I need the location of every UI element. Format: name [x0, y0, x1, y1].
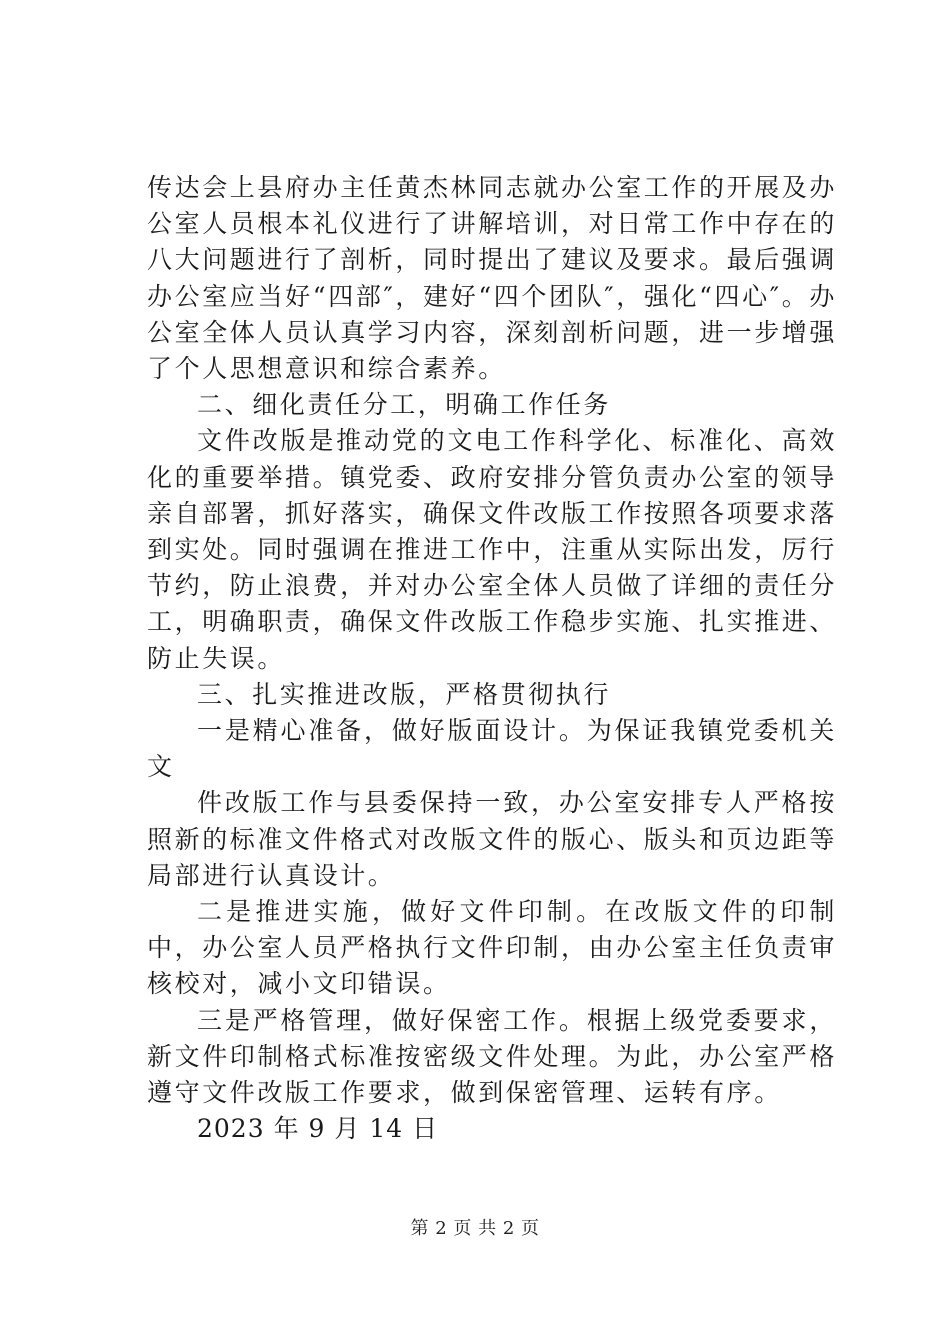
paragraph-item-3: 三是严格管理，做好保密工作。根据上级党委要求，新文件印制格式标准按密级文件处理。为此，办公室严格遵守文件改版工作要求，做到保密管理、运转有序。: [147, 1005, 838, 1108]
paragraph-summary: 传达会上县府办主任黄杰林同志就办公室工作的开展及办公室人员根本礼仪进行了讲解培训，对日常工作中存在的八大问题进行了剖析，同时提出了建议及要求。最后强调办公室应当好“四部″，建好“四个团队″，强化“四心″。办公室全体人员认真学习内容，深刻剖析问题，进一步增强了个人思想意识和综合素养。: [147, 173, 838, 384]
page-footer: [0, 1214, 950, 1240]
paragraph-item-1-lead: 一是精心准备，做好版面设计。为保证我镇党委机关文: [147, 716, 837, 782]
document-body: [147, 170, 837, 1147]
document-date: 2023 年 9 月 14 日: [197, 1114, 439, 1144]
paragraph-item-1-body: 件改版工作与县委保持一致，办公室安排专人严格按照新的标准文件格式对改版文件的版心、版头和页边距等局部进行认真设计。: [147, 788, 838, 890]
section-heading-3: 三、扎实推进改版，严格贯彻执行: [197, 679, 612, 709]
paragraph-item-2: 二是推进实施，做好文件印制。在改版文件的印制中，办公室人员严格执行文件印制，由办公室主任负责审核校对，减小文印错误。: [147, 897, 838, 999]
section-heading-2: 二、细化责任分工，明确工作任务: [197, 390, 612, 420]
paragraph-section-2: 文件改版是推动党的文电工作科学化、标准化、高效化的重要举措。镇党委、政府安排分管负责办公室的领导亲自部署，抓好落实，确保文件改版工作按照各项要求落到实处。同时强调在推进工作中，注重从实际出发，厉行节约，防止浪费，并对办公室全体人员做了详细的责任分工，明确职责，确保文件改版工作稳步实施、扎实推进、防止失误。: [147, 426, 838, 673]
page-number-label: 第 2 页 共 2 页: [410, 1218, 540, 1239]
